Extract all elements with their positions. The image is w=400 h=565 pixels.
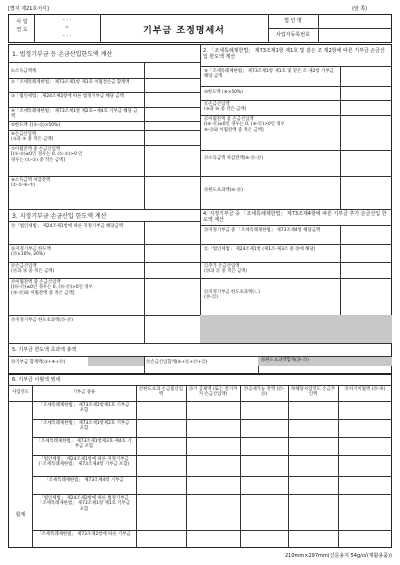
s1-item-1: ①소득금액계 bbox=[11, 69, 37, 74]
s2-item-13: ⑬소득금액 차감잔액(⑧-⑪-⑫) bbox=[204, 156, 264, 161]
s3-item-19: ⑲지정기부금 한도초과액(⑮-⑰) bbox=[11, 318, 73, 323]
s5-total-excess: ㉖한도초과액합계(㉔-㉕) bbox=[261, 358, 309, 363]
section3-title: 3. 지정기부금 손금산입 한도액 계산 bbox=[12, 213, 107, 220]
s1-item-2: ②「조세특례제한법」 제73조제1항 제1호 이월결손금 합계액 bbox=[11, 80, 130, 85]
row-type-3: 「조세특례제한법」 제73조제1항제3호·제4호 기부금 포함 bbox=[36, 439, 132, 450]
s5-shade-1 bbox=[88, 357, 144, 366]
row-type-5: 「조세특례제한법」 제73조제4항 기부금 bbox=[44, 478, 124, 483]
total-label: 합계 bbox=[15, 512, 26, 518]
s1-item-7: ⑦이월잔액 중 손금산입액 [(①-②)≤0인 경우는 0. (①-②)>0 인 경우는 (①-②) 중 작은 금액] bbox=[11, 147, 83, 163]
col-current-deduction: ㉚해당사업연도 손금추인액 bbox=[291, 387, 335, 398]
s1-item-4: ④「조세특례제한법」 제73조제1항 제2호~제4호 기부금 해당 금액 bbox=[11, 109, 138, 120]
section4-title: 4. 지정기부금 중 「조세특례제한법」 제73조제4항에 따른 기부금 추가 손금산입 한도액 계산 bbox=[203, 211, 387, 223]
col-prior-deducted: ㉘기 공제액 (또는 전기까지 손금산입액) bbox=[188, 387, 238, 398]
s3-item-17: ⑰손금산입액 (⑮과 ⑯ 중 적은 금액) bbox=[11, 264, 55, 275]
s5-total-deductible: ㉕손금산입합계(⑥+⑪+⑰+㉒) bbox=[146, 360, 208, 365]
business-year-label: 사 업 연 도 bbox=[16, 19, 28, 33]
s2-item-11: ⑪손금산입액 (⑨과 ⑩ 중 작은 금액) bbox=[204, 102, 247, 113]
s3-item-18: ⑱이월잔액 중 손금산입액 [(⑯-⑰)≤0인 경우는 0, (⑯-⑰)>0인 경우 (⑯-⑰)와 이월잔액 중 적은 금액] bbox=[11, 280, 93, 296]
section6-title: 6. 기부금 이월액 명세 bbox=[12, 377, 61, 383]
col-carry-forward: ㉛차기이월액 (㉙-㉚) bbox=[344, 387, 386, 392]
form-number: [별지 제21호서식] bbox=[8, 6, 49, 12]
shaded-blank-area bbox=[200, 315, 392, 343]
s1-item-8: ⑧소득금액 차감잔액 (①-②-⑥-⑦) bbox=[11, 178, 51, 189]
col-business-year: 사업연도 bbox=[12, 390, 29, 395]
row-type-1: 「조세특례제한법」 제73조제1항제1호 기부금 포함 bbox=[38, 403, 130, 414]
s4-item-20: ⑳지정기부금 중 「조세특례제한법」 제73조제4항 해당금액 bbox=[204, 228, 321, 233]
section1-title: 1. 법정기부금 등 손금산입한도액 계산 bbox=[12, 51, 113, 58]
row-type-7: 「조세특례제한법」 제73조제2항에 따른 기부금 bbox=[37, 532, 131, 537]
s2-item-12: ⑫이월잔액 중 손금산입액 [(⑧-⑪)≤0인 경우는 0, (⑧-⑪)>0인 경우 ⑧-⑪와 이월잔액 중 적은 금액] bbox=[204, 117, 285, 133]
row-type-4: 「법인세법」 제24조제1항에 따른 지정기부금 (「조세특례제한법」 제73조제4항 기부금 포함) bbox=[38, 457, 130, 468]
col-donation-type: 기부금 종류 bbox=[72, 390, 96, 395]
form-title: 기부금 조정명세서 bbox=[143, 26, 225, 36]
section5-title: 5. 기부금 한도액 초과액 총액 bbox=[12, 347, 77, 353]
s4-item-21: ㉑「법인세법」 제24조제1항 (제1조-제3조 중 ⑳에 해당) bbox=[204, 247, 316, 252]
s4-item-22: ㉒추가 손금산입액 (⑳과 ㉑ 중 적은 금액) bbox=[204, 264, 248, 275]
s1-item-3: ③「법인세법」 제24조제2항에 따른 법정기부금 해당 금액 bbox=[11, 94, 124, 99]
reg-no-label: 사업자등록번호 bbox=[276, 32, 310, 38]
s3-item-16: ⑯지정기부금 한도액 (⑬×10%, 20%) bbox=[11, 247, 51, 258]
row-type-2: 「조세특례제한법」 제73조제1항제2호 기부금 포함 bbox=[38, 421, 130, 432]
s5-total-donation: ㉔기부금 합계액(③+④+⑮) bbox=[11, 360, 66, 365]
s3-item-15: ⑮「법인세법」 제24조제1항에 따른 지정기부금 해당금액 bbox=[11, 224, 123, 229]
s2-item-14: ⑭한도초과액(⑨-⑪) bbox=[204, 188, 243, 193]
s2-item-9: ⑨「조세특례제한법」 제73조제1항 제1호 및 같은 조 제2항 기부금 해당 금액 bbox=[204, 69, 334, 80]
col-available-balance: ㉙공제가능 잔액 (㉗-㉘) bbox=[243, 387, 285, 398]
business-year-value: - · · ~ - · · bbox=[62, 17, 72, 39]
section2-title: 2. 「조세특례제한법」 제73조제1항 제1호 및 같은 조 제2항에 따른 기부금 손금산입 한도액 계산 bbox=[203, 48, 385, 60]
s1-item-6: ⑥손금산입액 (③과 ⑤ 중 작은 금액) bbox=[11, 132, 54, 143]
s4-item-23: ㉓지정기부금 한도초과액(ㄴ) (⑲-㉒) bbox=[204, 290, 260, 301]
page-side-label: (앞 쪽) bbox=[352, 6, 368, 12]
s2-item-10: ⑩한도액 (⑧×50%) bbox=[204, 90, 243, 95]
col-excess-nondeductible: ㉗한도초과 손금불산입액 bbox=[139, 387, 183, 398]
paper-spec-footer: 210mm×297mm(신문용지 54g/㎡(재활용품)) bbox=[284, 553, 392, 559]
corp-name-label: 법 인 명 bbox=[284, 18, 302, 24]
row-type-6: 「법인세법」 제24조제2항에 따른 법정기부금 「조세특례제한법」 제73조제1항 제1호 기부금 포함 bbox=[37, 496, 130, 512]
s1-item-5: ⑤한도액 {(①-②)×50%} bbox=[11, 123, 61, 128]
